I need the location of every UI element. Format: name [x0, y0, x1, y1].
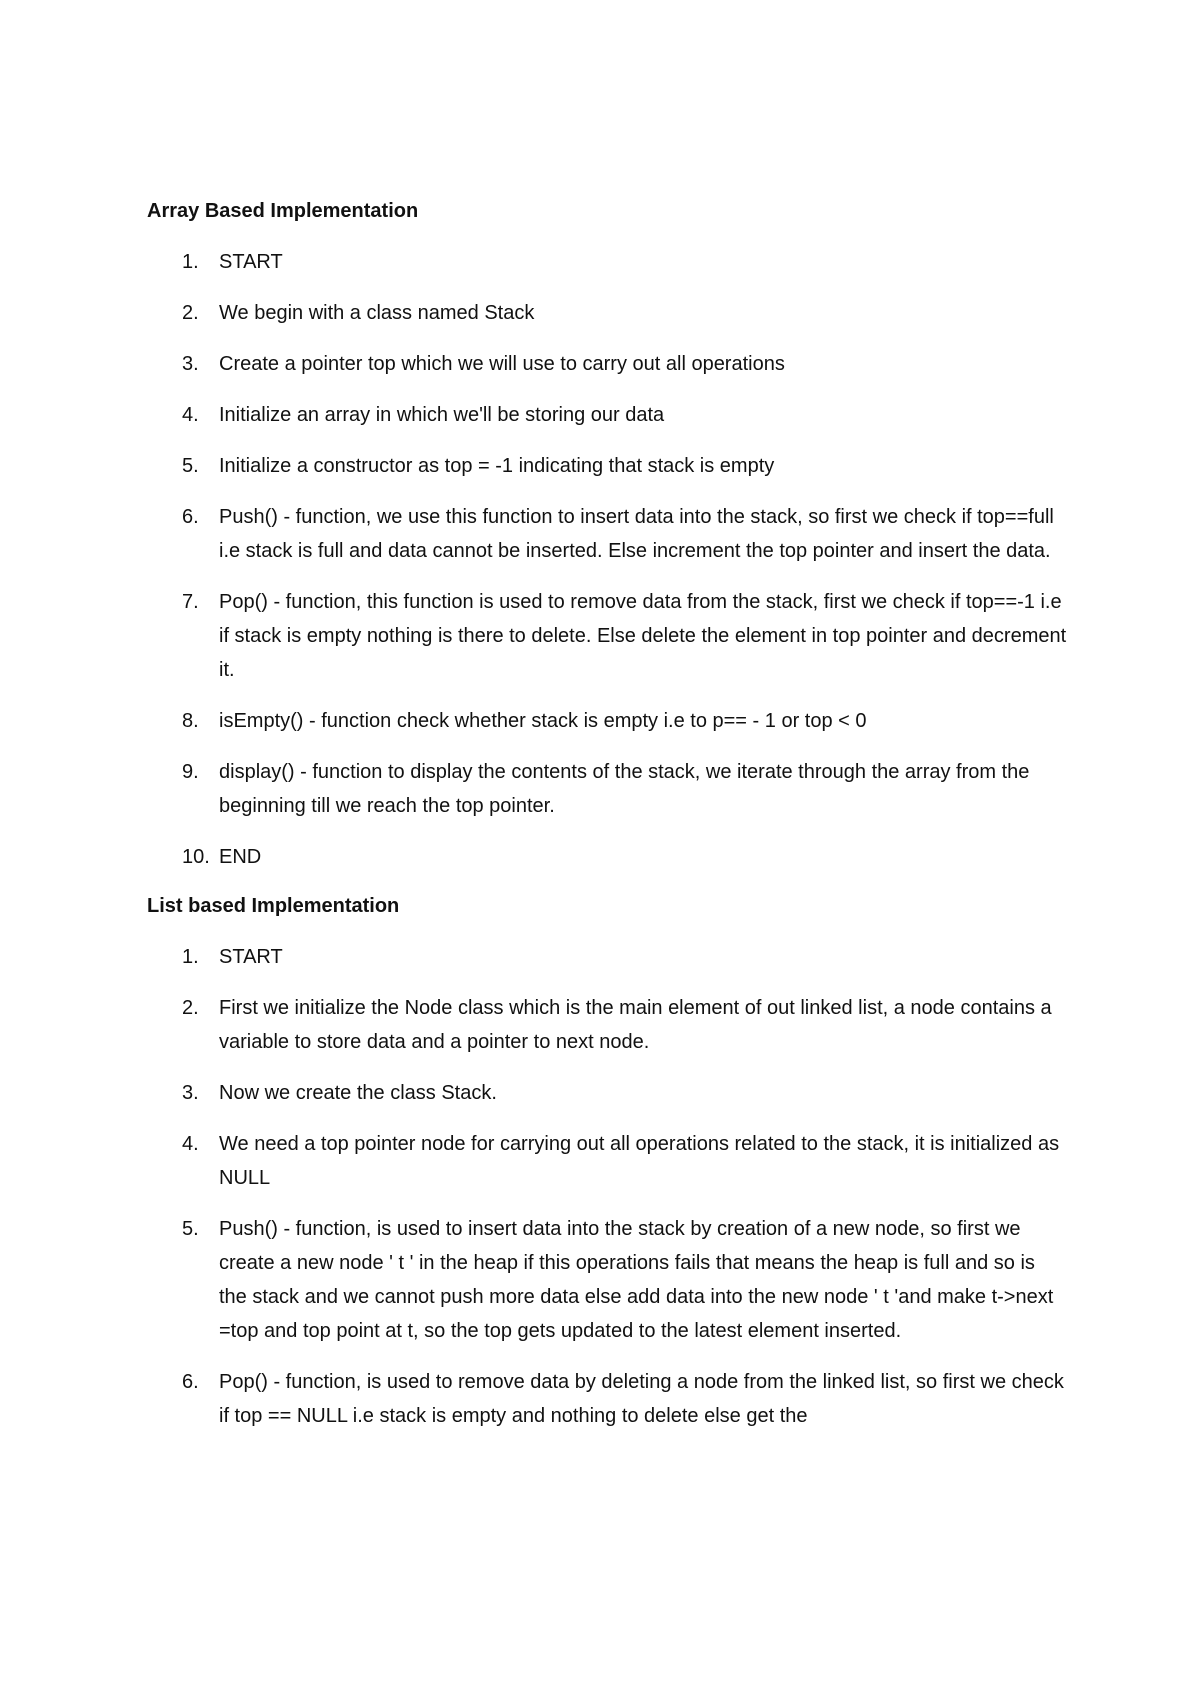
item-text: Push() - function, we use this function to insert data into the stack, so first we check if top==full i.e stack is full and data cannot be inserted. Else increment the top pointer and insert the data. — [219, 506, 1054, 562]
item-text: Pop() - function, is used to remove data by deleting a node from the linked list, so first we check if top == NULL i.e stack is empty and nothing to delete else get the — [219, 1371, 1064, 1427]
list-item — [147, 1212, 1067, 1348]
item-number: 9. — [182, 761, 199, 783]
list-item — [147, 755, 1067, 823]
item-text: Initialize a constructor as top = -1 indicating that stack is empty — [219, 455, 775, 477]
item-text: Push() - function, is used to insert data into the stack by creation of a new node, so first we create a new node ' t ' in the heap if this operations fails that means the heap is full and so is the stack and we cannot push more data else add data into the new node ' t 'and make t->next =top and top point at t, so the top gets updated to the latest element inserted. — [219, 1218, 1054, 1342]
section-heading-array: Array Based Implementation — [147, 200, 419, 222]
list-steps-list — [147, 940, 1067, 1433]
list-item — [147, 991, 1067, 1059]
item-number: 5. — [182, 1218, 199, 1240]
item-number: 8. — [182, 710, 199, 732]
item-number: 6. — [182, 506, 199, 528]
list-item — [147, 585, 1067, 687]
item-text: START — [219, 251, 283, 273]
item-text: We need a top pointer node for carrying out all operations related to the stack, it is initialized as NULL — [219, 1133, 1060, 1189]
list-item — [147, 1365, 1067, 1433]
section-heading-list: List based Implementation — [147, 895, 400, 917]
item-text: Now we create the class Stack. — [219, 1082, 497, 1104]
item-text: START — [219, 946, 283, 968]
item-number: 10. — [182, 846, 210, 868]
list-item — [147, 449, 1067, 483]
item-number: 4. — [182, 1133, 199, 1155]
item-number: 2. — [182, 997, 199, 1019]
list-item — [147, 245, 1067, 279]
item-text: Pop() - function, this function is used to remove data from the stack, first we check if top==-1 i.e if stack is empty nothing is there to delete. Else delete the element in top pointer and decrement it. — [219, 591, 1067, 681]
item-number: 4. — [182, 404, 199, 426]
list-item — [147, 940, 1067, 974]
item-text: display() - function to display the contents of the stack, we iterate through the array from the beginning till we reach the top pointer. — [219, 761, 1030, 817]
item-number: 5. — [182, 455, 199, 477]
item-text: Initialize an array in which we'll be storing our data — [219, 404, 665, 426]
item-number: 6. — [182, 1371, 199, 1393]
list-item — [147, 296, 1067, 330]
item-number: 3. — [182, 353, 199, 375]
item-number: 2. — [182, 302, 199, 324]
list-item — [147, 1127, 1067, 1195]
document-page — [147, 196, 1067, 1450]
item-number: 7. — [182, 591, 199, 613]
list-item — [147, 500, 1067, 568]
list-item — [147, 840, 1067, 874]
item-text: First we initialize the Node class which is the main element of out linked list, a node contains a variable to store data and a pointer to next node. — [219, 997, 1052, 1053]
array-steps-list — [147, 245, 1067, 874]
item-number: 1. — [182, 946, 199, 968]
list-item — [147, 347, 1067, 381]
item-number: 1. — [182, 251, 199, 273]
list-item — [147, 1076, 1067, 1110]
item-text: Create a pointer top which we will use to carry out all operations — [219, 353, 785, 375]
item-text: END — [219, 846, 262, 868]
list-item — [147, 704, 1067, 738]
item-number: 3. — [182, 1082, 199, 1104]
list-item — [147, 398, 1067, 432]
item-text: We begin with a class named Stack — [219, 302, 535, 324]
item-text: isEmpty() - function check whether stack is empty i.e to p== - 1 or top < 0 — [219, 710, 867, 732]
